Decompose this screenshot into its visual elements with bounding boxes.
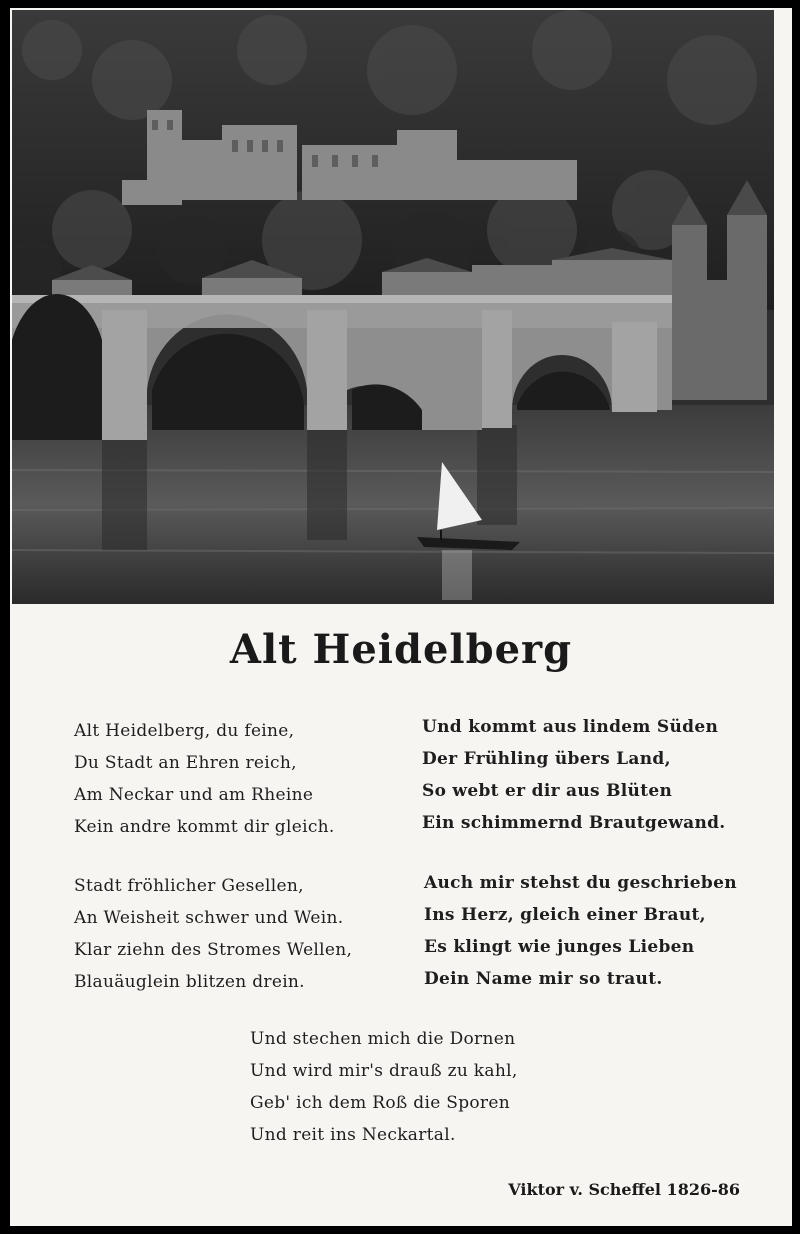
- stanza-line: Es klingt wie junges Lieben: [424, 937, 695, 957]
- stanza-line: Dein Name mir so traut.: [424, 969, 663, 989]
- stanza-line: Kein andre kommt dir gleich.: [74, 817, 335, 837]
- poem-author: Viktor v. Scheffel 1826-86: [508, 1180, 740, 1199]
- stanza-line: Und kommt aus lindem Süden: [422, 717, 719, 737]
- stanza-line: Klar ziehn des Stromes Wellen,: [74, 940, 353, 960]
- stanza-line: Geb' ich dem Roß die Sporen: [250, 1093, 510, 1113]
- stanza-line: Auch mir stehst du geschrieben: [424, 873, 737, 893]
- heidelberg-bridge-photo: [12, 10, 774, 604]
- stanza-line: An Weisheit schwer und Wein.: [74, 908, 344, 928]
- stanza-line: So webt er dir aus Blüten: [422, 781, 673, 801]
- poem-title: Alt Heidelberg: [229, 626, 573, 673]
- postcard: [10, 8, 792, 1226]
- stanza-line: Du Stadt an Ehren reich,: [74, 753, 297, 773]
- stanza-line: Und wird mir's drauß zu kahl,: [250, 1061, 518, 1081]
- stanza-line: Und reit ins Neckartal.: [250, 1125, 456, 1145]
- stanza-5: [250, 1023, 518, 1151]
- stanza-4: [424, 867, 737, 995]
- stanza-line: Blauäuglein blitzen drein.: [74, 972, 305, 992]
- stanza-1: [74, 715, 335, 843]
- stanza-3: [74, 870, 352, 998]
- stanza-line: Alt Heidelberg, du feine,: [74, 721, 295, 741]
- stanza-line: Der Frühling übers Land,: [422, 749, 671, 769]
- stanza-line: Ins Herz, gleich einer Braut,: [424, 905, 706, 925]
- photo-illustration: [12, 10, 774, 604]
- stanza-line: Stadt fröhlicher Gesellen,: [74, 876, 304, 896]
- stanza-line: Ein schimmernd Brautgewand.: [422, 813, 726, 833]
- stanza-line: Am Neckar und am Rheine: [74, 785, 314, 805]
- stanza-line: Und stechen mich die Dornen: [250, 1029, 516, 1049]
- stanza-2: [422, 711, 726, 839]
